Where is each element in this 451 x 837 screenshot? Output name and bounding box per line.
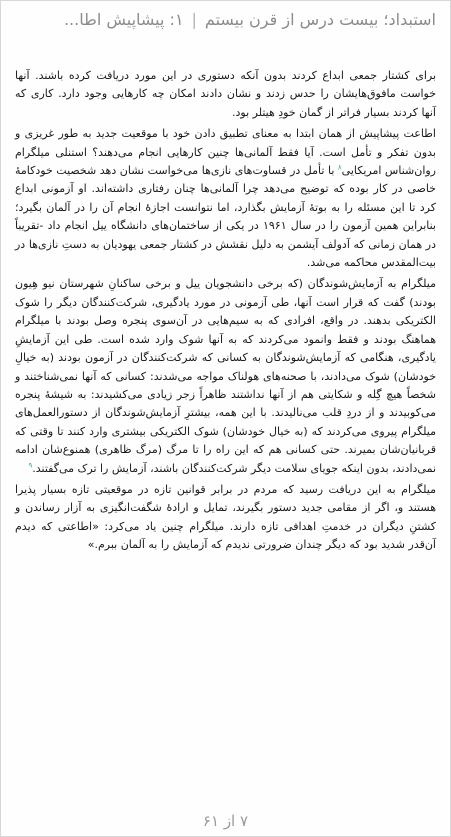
header-separator: |	[191, 10, 197, 29]
page-of-label: از	[223, 812, 236, 830]
page-indicator	[1, 812, 450, 830]
book-title: استبداد؛ بیست درس از قرن بیستم	[204, 10, 436, 29]
paragraph-3: میلگرام به آزمایش‌شوندگان (که برخی دانشجویان ییل و برخی ساکنانِ شهرستان نیو هِیون بودند) گفت که قرار است آنها، طی آزمونی در مورد یادگیری، شرکت‌کنندگان دیگر را شوک الکتریکی بدهند. در واقع، افرادی که به سیم‌هایی در آن‌سوی پنجره وصل بودند با میلگرام هماهنگ بودند و فقط وانمود می‌کردند که به آنها شوک وارد شده است. طی این آزمایشِ یادگیری، هنگامی که آزمایش‌شوندگان به کسانی که شرکت‌کنندگان در آزمون بودند (به خیالِ خودشان) شوک می‌دادند، با صحنه‌های هولناک مواجه می‌شدند: کسانی که آنها نمی‌شناختند و شخصاً هیچ گِله و شکایتی هم از آنها نداشتند ظاهراً زجر زیادی می‌کشیدند: به شیشهٔ پنجره می‌کوبیدند و از دردِ قلب می‌نالیدند. با این همه، بیشترِ آزمایش‌شوندگان از دستورالعمل‌های میلگرام پیروی می‌کردند که (به خیال خودشان) شوک الکتریکی بیشتری وارد کنند تا وقتی که قربانیان‌شان بمیرند. حتی کسانی هم که این راه را تا مرگ (مرگ ظاهری) همنوع‌شان ادامه نمی‌دادند، بدون اینکه جویای سلامت دیگر شرکت‌کنندگان باشند، آزمایش را ترک می‌گفتند.$^۹$	[15, 277, 436, 475]
page-body	[15, 67, 436, 558]
footnote-marker-8[interactable]: ۸	[337, 163, 342, 172]
total-pages: ۶۱	[202, 812, 220, 830]
footnote-marker-9[interactable]: ۹	[28, 460, 33, 469]
paragraph-4: میلگرام به این دریافت رسید که مردم در برابر قوانین تازه در موقعیتی تازه بسیار پذیرا هستند و، اگر از مقامی جدید دستور بگیرند، تمایل و ارادهٔ شگفت‌انگیزی به آزار رساندن و کشتنِ دیگران در خدمتِ اهدافی تازه دارند. میلگرام چنین یاد می‌کرد: «اطاعتی که دیدم آن‌قدر شدید بود که دیگر چندان ضرورتی ندیدم که آزمایش را به آلمان ببرم.»	[15, 482, 436, 552]
paragraph-2: اطاعت پیشاپیش از همان ابتدا به معنای تطبیق دادن خود با موقعیت جدید به طور غریزی و بدون تفکر و تأمل است. آیا فقط آلمانی‌ها چنین کارهایی انجام می‌دهند؟ استنلی میلگرام روان‌شناس امریکایی$^۸$ با تأمل در قساوت‌های نازی‌ها می‌خواست نشان دهد شخصیت خودکامهٔ خاصی در کار بوده که توضیح می‌دهد چرا آلمانی‌ها چنان رفتاری داشته‌اند. او آزمونی ابداع کرد تا این مسئله را به بوتهٔ آزمایش بگذارد، اما نتوانست اجازهٔ انجام آن را در آلمان بگیرد؛ بنابراین همین آزمون را در سال ۱۹۶۱ در یکی از ساختمان‌های دانشگاه ییل انجام داد -تقریباً در همان زمانی که آدولف آیشمن به دلیل نقشش در کشتار جمعی یهودیان به دستِ نازی‌ها در بیت‌المقدس محاکمه می‌شد.	[15, 127, 436, 270]
current-page: ۷	[240, 812, 249, 830]
running-header	[11, 7, 436, 33]
chapter-title: ۱: پیشاپیش اطا...	[63, 10, 184, 29]
paragraph-1: برای کشتار جمعی ابداع کردند بدون آنکه دستوری در این مورد دریافت کرده باشند. آنها خواست مافوق‌هایشان را حدس زدند و نشان دادند امکان چه کارهایی وجود دارد. کاری که آنها کردند بسیار فراتر از گمان خودِ هیتلر بود.	[15, 69, 436, 119]
